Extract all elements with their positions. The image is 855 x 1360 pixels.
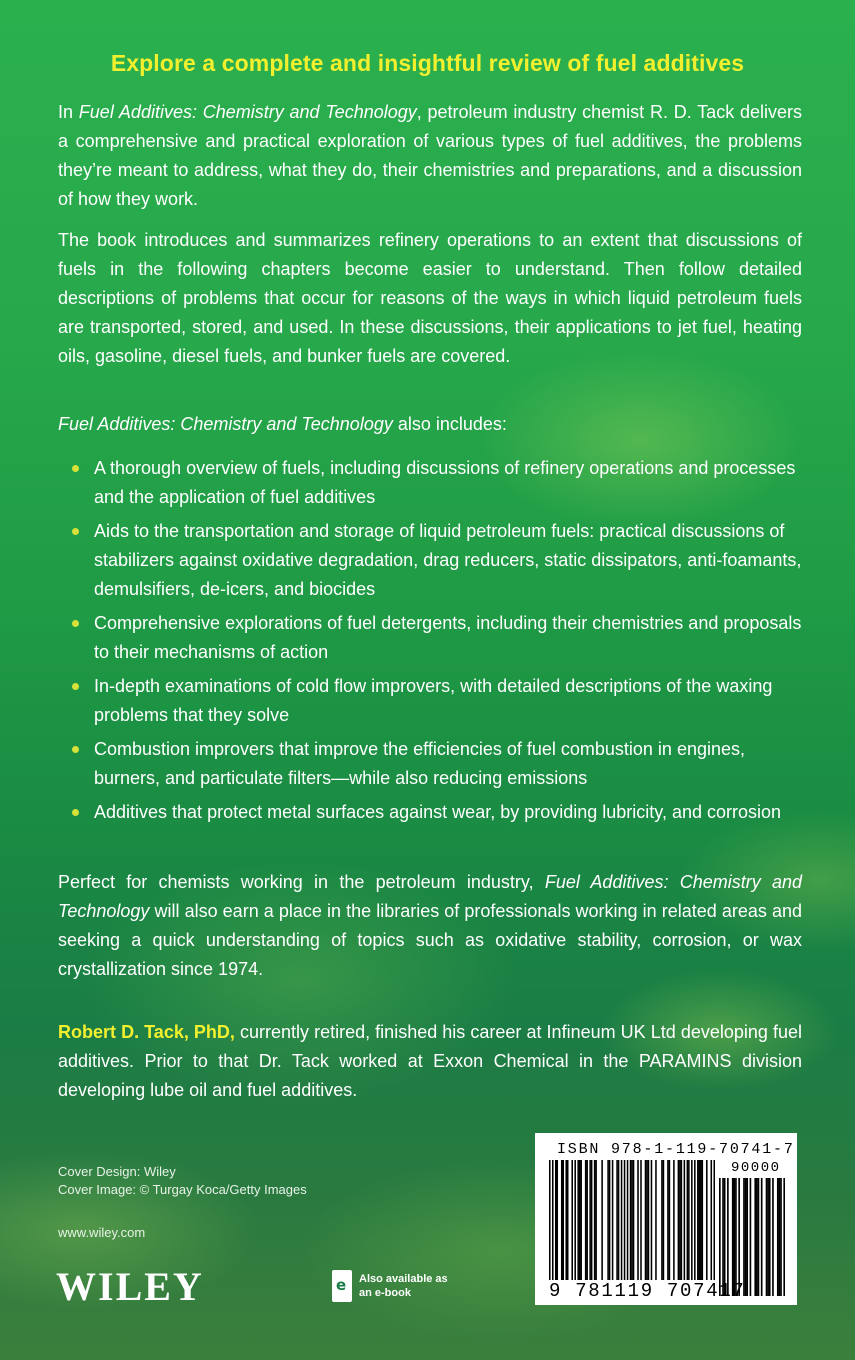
barcode-bar (769, 1178, 771, 1296)
barcode-bar (646, 1160, 648, 1280)
barcode-bar (758, 1178, 760, 1296)
barcode-bar (780, 1178, 782, 1296)
barcode-bar (669, 1160, 671, 1280)
bullet-icon (72, 528, 79, 535)
barcode-bar (579, 1160, 581, 1280)
barcode-bar (585, 1160, 587, 1280)
barcode-bar (700, 1160, 702, 1280)
barcode-bar (750, 1178, 752, 1296)
book-title: Fuel Additives: Chemistry and Technology (78, 102, 417, 122)
barcode-bar (552, 1160, 554, 1280)
ebook-note: Also available as an e-book (359, 1273, 448, 1299)
barcode-bar (627, 1160, 629, 1280)
barcode-bar (714, 1160, 716, 1280)
summary-paragraph: The book introduces and summarizes refinery operations to an extent that discussions of fuels in the following chapters become easier to understand. Then follow detailed descriptions of problems that occur for reasons of the ways in which liquid petroleum fuels are transported, stored, and used. In these discussions, their applications to jet fuel, heating oils, gasoline, diesel fuels, and bunker fuels are covered. (58, 230, 802, 366)
barcode-bar (767, 1178, 769, 1296)
barcode-bar (601, 1160, 603, 1280)
barcode-bar (745, 1178, 747, 1296)
barcode-bar (681, 1160, 683, 1280)
barcode-bar (688, 1160, 690, 1280)
cover-credits (58, 1163, 307, 1199)
barcode-bar (746, 1178, 748, 1296)
barcode-bar (607, 1160, 609, 1280)
barcode-bar (711, 1160, 713, 1280)
barcode-bar (722, 1178, 724, 1296)
list-item: A thorough overview of fuels, including discussions of refinery operations and processes and the application of fuel additives (72, 454, 802, 512)
barcode-bar (702, 1160, 704, 1280)
barcode-bar (609, 1160, 611, 1280)
book-title: Fuel Additives: Chemistry and Technology (58, 872, 802, 921)
bullet-icon (72, 746, 79, 753)
barcode-bar (594, 1160, 596, 1280)
bullet-icon (72, 620, 79, 627)
barcode-bar (766, 1178, 768, 1296)
barcode-bar (616, 1160, 618, 1280)
barcode-bar (645, 1160, 647, 1280)
barcode-bar (586, 1160, 588, 1280)
barcode-bar (694, 1160, 696, 1280)
barcode-digits: 9 781119 707417 (549, 1280, 746, 1302)
barcode-bar (631, 1160, 633, 1280)
barcode-bar (640, 1160, 642, 1280)
barcode-bar (580, 1160, 582, 1280)
cover-design-credit: Cover Design: Wiley (58, 1164, 176, 1179)
includes-intro: Fuel Additives: Chemistry and Technology also includes: (58, 414, 507, 434)
barcode-bar (733, 1178, 735, 1296)
barcode-bar (549, 1160, 551, 1280)
barcode-bar (772, 1178, 774, 1296)
barcode-bar (779, 1178, 781, 1296)
barcode-bar (727, 1178, 729, 1296)
barcode-bar (777, 1178, 779, 1296)
barcode-bar (684, 1160, 686, 1280)
barcode-bar (574, 1160, 576, 1280)
barcode-bar (630, 1160, 632, 1280)
barcode-bar (661, 1160, 663, 1280)
barcode-bar (679, 1160, 681, 1280)
author-name: Robert D. Tack, PhD, (58, 1022, 235, 1042)
barcode-bar (667, 1160, 669, 1280)
closing-paragraph: Perfect for chemists working in the petroleum industry, Fuel Additives: Chemistry and Technology will also earn a place in the libraries of professionals working in related areas and seeking a quick understanding of topics such as oxidative stability, corrosion, or wax crystallization since 1974. (58, 872, 802, 979)
barcode-bar (555, 1160, 557, 1280)
isbn-number: ISBN 978-1-119-70741-7 (557, 1141, 795, 1158)
barcode-bar (589, 1160, 591, 1280)
barcode-bar (719, 1178, 721, 1296)
barcode-bar (624, 1160, 626, 1280)
bullet-icon (72, 683, 79, 690)
barcode-bar (673, 1160, 675, 1280)
barcode-bar (687, 1160, 689, 1280)
barcode-bars (549, 1160, 715, 1280)
barcode-bar (743, 1178, 745, 1296)
list-item: In-depth examinations of cold flow improvers, with detailed descriptions of the waxing problems that they solve (72, 672, 802, 730)
publisher-logo: WILEY (56, 1264, 204, 1309)
barcode-bar (637, 1160, 639, 1280)
isbn-barcode (535, 1133, 797, 1305)
barcode-bar (754, 1178, 756, 1296)
barcode-bar (706, 1160, 708, 1280)
ebook-icon (332, 1270, 352, 1302)
website-link[interactable]: www.wiley.com (58, 1225, 146, 1240)
barcode-bar (732, 1178, 734, 1296)
barcode-bar (761, 1178, 763, 1296)
list-item: Comprehensive explorations of fuel detergents, including their chemistries and proposals to their mechanisms of action (72, 609, 802, 667)
feature-list (72, 454, 802, 832)
barcode-bar (595, 1160, 597, 1280)
barcode-bar (735, 1178, 737, 1296)
book-title: Fuel Additives: Chemistry and Technology (58, 414, 393, 434)
barcode-bar (783, 1178, 785, 1296)
barcode-bar (756, 1178, 758, 1296)
bullet-icon (72, 465, 79, 472)
barcode-bar (618, 1160, 620, 1280)
barcode-bar (561, 1160, 563, 1280)
barcode-bar (591, 1160, 593, 1280)
list-item: Combustion improvers that improve the efficiencies of fuel combustion in engines, burners, and particulate filters—while also reducing emissions (72, 735, 802, 793)
list-item: Additives that protect metal surfaces against wear, by providing lubricity, and corrosion (72, 798, 802, 827)
price-code: 90000 (731, 1160, 781, 1176)
barcode-bar (697, 1160, 699, 1280)
addon-barcode-bars (719, 1178, 785, 1296)
barcode-bar (724, 1178, 726, 1296)
barcode-bar (577, 1160, 579, 1280)
barcode-bar (567, 1160, 569, 1280)
barcode-bar (621, 1160, 623, 1280)
intro-paragraph: In Fuel Additives: Chemistry and Technology, petroleum industry chemist R. D. Tack delivers a comprehensive and practical exploration of various types of fuel additives, the problems they’re meant to address, what they do, their chemistries and preparations, and a discussion of how they work. (58, 102, 802, 209)
barcode-bar (565, 1160, 567, 1280)
barcode-bar (699, 1160, 701, 1280)
barcode-bar (648, 1160, 650, 1280)
barcode-bar (655, 1160, 657, 1280)
barcode-bar (633, 1160, 635, 1280)
ebook-badge (332, 1270, 449, 1302)
bullet-icon (72, 809, 79, 816)
barcode-bar (651, 1160, 653, 1280)
list-item: Aids to the transportation and storage of liquid petroleum fuels: practical discussions of stabilizers against oxidative degradation, drag reducers, static dissipators, anti-foamants, demulsifiers, de-icers, and biocides (72, 517, 802, 604)
barcode-bar (663, 1160, 665, 1280)
barcode-bar (678, 1160, 680, 1280)
barcode-bar (738, 1178, 740, 1296)
barcode-bar (571, 1160, 573, 1280)
barcode-bar (691, 1160, 693, 1280)
barcode-bar (562, 1160, 564, 1280)
barcode-bar (612, 1160, 614, 1280)
cover-image-credit: Cover Image: © Turgay Koca/Getty Images (58, 1182, 307, 1197)
headline: Explore a complete and insightful review of fuel additives (110, 50, 745, 76)
barcode-bar (556, 1160, 558, 1280)
author-bio: Robert D. Tack, PhD, currently retired, finished his career at Infineum UK Ltd developing fuel additives. Prior to that Dr. Tack worked at Exxon Chemical in the PARAMINS division developing lube oil and fuel additives. (58, 1022, 803, 1100)
